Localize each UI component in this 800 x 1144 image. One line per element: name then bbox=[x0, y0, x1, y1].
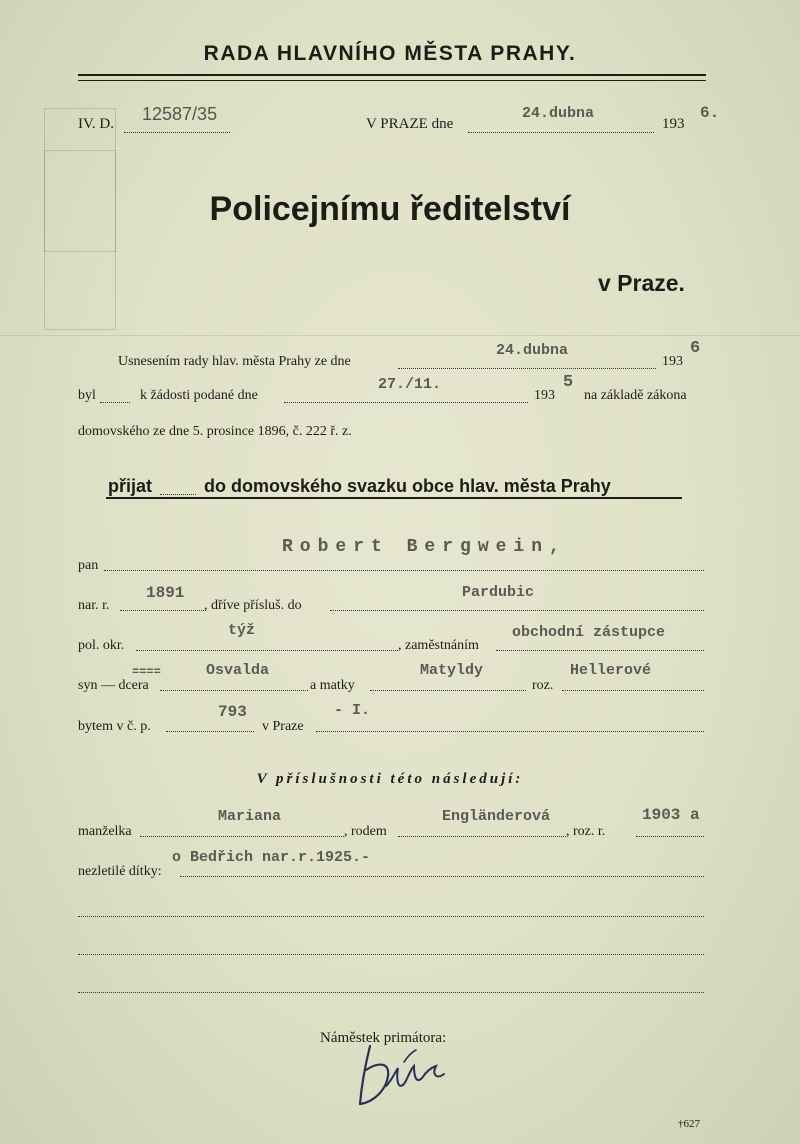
children-line bbox=[180, 876, 704, 877]
wife-born-year: 1903 a bbox=[642, 806, 700, 824]
admission-underline bbox=[106, 497, 682, 499]
ref-date-line bbox=[468, 132, 654, 133]
header-rule-thin bbox=[78, 80, 706, 81]
son-label: syn — dcera bbox=[78, 678, 149, 693]
byl-label: byl bbox=[78, 388, 96, 403]
resolution-date-line bbox=[398, 368, 656, 369]
name-line bbox=[104, 570, 704, 571]
maiden-name: Hellerové bbox=[570, 662, 652, 679]
former-label: , dříve přísluš. do bbox=[204, 598, 302, 613]
ref-year-digit: 6. bbox=[700, 104, 720, 122]
handwritten-signature bbox=[352, 1040, 462, 1114]
district-no-line bbox=[316, 731, 704, 732]
in-prague-label: v Praze bbox=[262, 719, 304, 734]
wife-born-line bbox=[636, 836, 704, 837]
former-place: Pardubic bbox=[462, 584, 535, 601]
blank-line-1 bbox=[78, 916, 704, 917]
roz-label: roz. bbox=[532, 678, 554, 693]
district-label: pol. okr. bbox=[78, 638, 125, 653]
occupation-label: , zaměstnáním bbox=[398, 638, 479, 653]
admission-line bbox=[160, 494, 196, 495]
byl-line bbox=[100, 402, 130, 403]
ref-date: 24.dubna bbox=[522, 105, 595, 122]
maiden-line bbox=[562, 690, 704, 691]
ref-year-prefix: 193 bbox=[662, 116, 685, 132]
request-date: 27./11. bbox=[378, 376, 442, 393]
mother-label: a matky bbox=[310, 678, 355, 693]
father-name: Osvalda bbox=[206, 662, 270, 679]
former-line bbox=[330, 610, 704, 611]
house-line bbox=[166, 731, 254, 732]
signature-label: Náměstek primátora: bbox=[320, 1030, 447, 1046]
resolution-date: 24.dubna bbox=[496, 342, 569, 359]
district-value: týž bbox=[228, 622, 256, 639]
district-number: - I. bbox=[334, 702, 371, 719]
admission-text: do domovského svazku obce hlav. města Prahy bbox=[204, 476, 611, 496]
ref-number-line bbox=[124, 132, 230, 133]
occupation-value: obchodní zástupce bbox=[512, 624, 666, 641]
request-year-prefix: 193 bbox=[534, 388, 555, 403]
mother-line bbox=[370, 690, 526, 691]
paper-crease bbox=[0, 335, 800, 336]
person-name: Robert Bergwein, bbox=[282, 537, 567, 557]
strike-mark: ==== bbox=[132, 665, 161, 679]
admission-word: přijat bbox=[108, 476, 153, 496]
blank-line-3 bbox=[78, 992, 704, 993]
request-text: k žádosti podané dne bbox=[140, 388, 258, 403]
wife-line bbox=[140, 836, 344, 837]
residence-label: bytem v č. p. bbox=[78, 719, 151, 734]
request-year-digit: 5 bbox=[563, 373, 574, 392]
wife-maiden-line bbox=[398, 836, 566, 837]
wife-born-label: , roz. r. bbox=[566, 824, 606, 839]
district-line bbox=[136, 650, 398, 651]
mother-name: Matyldy bbox=[420, 662, 484, 679]
children-label: nezletilé dítky: bbox=[78, 864, 162, 879]
rodem-label: , rodem bbox=[344, 824, 387, 839]
place-label: V PRAZE dne bbox=[366, 116, 454, 132]
followers-heading: V příslušnosti této následují: bbox=[256, 771, 524, 787]
form-number: †627 bbox=[678, 1118, 700, 1130]
request-date-line bbox=[284, 402, 528, 403]
pan-label: pan bbox=[78, 558, 99, 573]
born-line bbox=[120, 610, 206, 611]
ref-number: 12587/35 bbox=[142, 104, 218, 124]
father-line bbox=[160, 690, 308, 691]
council-header: RADA HLAVNÍHO MĚSTA PRAHY. bbox=[203, 42, 577, 65]
header-rule-thick bbox=[78, 74, 706, 76]
law-text: na základě zákona bbox=[584, 388, 687, 403]
blank-line-2 bbox=[78, 954, 704, 955]
addressee-title: Policejnímu ředitelství bbox=[209, 190, 571, 228]
occupation-line bbox=[496, 650, 704, 651]
born-label: nar. r. bbox=[78, 598, 110, 613]
resolution-year-prefix: 193 bbox=[662, 354, 683, 369]
wife-label: manželka bbox=[78, 824, 132, 839]
resolution-year-digit: 6 bbox=[690, 339, 701, 358]
resolution-text: Usnesením rady hlav. města Prahy ze dne bbox=[118, 354, 351, 369]
children-value: o Bedřich nar.r.1925.- bbox=[172, 849, 371, 866]
addressee-city: v Praze. bbox=[598, 270, 685, 296]
ref-prefix: IV. D. bbox=[78, 116, 114, 132]
house-number: 793 bbox=[218, 703, 247, 721]
wife-name: Mariana bbox=[218, 808, 282, 825]
wife-maiden-name: Engländerová bbox=[442, 808, 551, 825]
born-year: 1891 bbox=[146, 584, 185, 602]
law-line2: domovského ze dne 5. prosince 1896, č. 222 ř. z. bbox=[78, 424, 352, 439]
